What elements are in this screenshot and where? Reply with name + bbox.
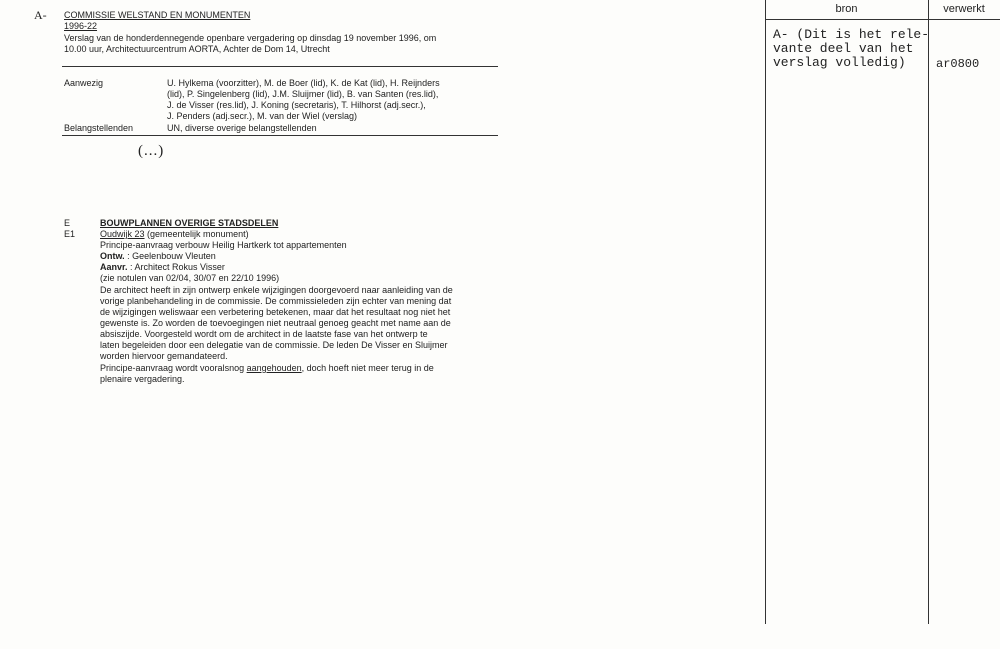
body-line: absiszijde. Voorgesteld wordt om de architect in de laatste fase van het ontwerp te — [100, 329, 428, 339]
present-line: (lid), P. Singelenberg (lid), J.M. Sluijmer (lid), B. van Santen (res.lid), — [167, 89, 439, 99]
conclusion-line-2: plenaire vergadering. — [100, 374, 185, 384]
divider-top — [62, 66, 498, 67]
body-line: worden hiervoor gemandateerd. — [100, 351, 228, 361]
body-line: de wijzigingen weliswaar een verbetering betekenen, maar dat het resultaat nog niet het — [100, 307, 451, 317]
document-number: 1996-22 — [64, 21, 98, 31]
designer-line — [100, 251, 216, 262]
intro-line-2: 10.00 uur, Architectuurcentrum AORTA, Achter de Dom 14, Utrecht — [64, 44, 330, 54]
present-line: U. Hylkema (voorzitter), M. de Boer (lid), K. de Kat (lid), H. Reijnders — [167, 78, 440, 88]
conclusion-decision: aangehouden — [246, 363, 302, 373]
item-number: E1 — [64, 229, 76, 239]
column-header-verwerkt: verwerkt — [943, 3, 985, 15]
margin-note-line: verslag volledig) — [773, 55, 906, 70]
conclusion-post: , doch hoeft niet meer terug in de — [301, 363, 434, 373]
body-line: De architect heeft in zijn ontwerp enkele wijzigingen doorgevoerd naar aanleiding van de — [100, 285, 453, 295]
body-line: laten begeleiden door een delegatie van de commissie. De leden De Visser en Sluijmer — [100, 340, 448, 350]
margin-note-line: vante deel van het — [773, 41, 914, 56]
minutes-reference: (zie notulen van 02/04, 30/07 en 22/10 1996) — [100, 273, 280, 283]
applicant-line — [100, 262, 225, 273]
item-request: Principe-aanvraag verbouw Heilig Hartkerk tot appartementen — [100, 240, 347, 250]
applicant-label: Aanvr. — [100, 262, 128, 272]
designer-value: : Geelenbouw Vleuten — [124, 251, 216, 261]
column-divider-right — [928, 0, 929, 624]
item-address: Oudwijk 23 — [100, 229, 145, 239]
intro-line-1: Verslag van de honderdennegende openbare vergadering op dinsdag 19 november 1996, om — [64, 33, 437, 43]
processed-code: ar0800 — [936, 57, 980, 71]
designer-label: Ontw. — [100, 251, 125, 261]
present-line: J. de Visser (res.lid), J. Koning (secretaris), T. Hilhorst (adj.secr.), — [167, 100, 426, 110]
divider-bottom — [62, 135, 498, 136]
present-line: J. Penders (adj.secr.), M. van der Wiel (verslag) — [167, 111, 358, 121]
conclusion-pre: Principe-aanvraag wordt vooralsnog — [100, 363, 247, 373]
section-letter: E — [64, 218, 71, 228]
margin-note-line: A- (Dit is het rele- — [773, 27, 930, 42]
applicant-value: : Architect Rokus Visser — [127, 262, 225, 272]
item-address-line — [100, 229, 249, 240]
present-label: Aanwezig — [64, 78, 104, 88]
ellipsis-mark: (...) — [138, 143, 165, 159]
document-title: COMMISSIE WELSTAND EN MONUMENTEN — [64, 10, 251, 20]
stakeholders-value: UN, diverse overige belangstellenden — [167, 123, 317, 133]
column-header-bron: bron — [835, 3, 858, 15]
item-address-note: (gemeentelijk monument) — [144, 229, 249, 239]
conclusion-line — [100, 363, 434, 374]
column-header-rule — [765, 19, 1000, 20]
stakeholders-label: Belangstellenden — [64, 123, 134, 133]
body-line: gewenste is. Zo worden de toevoegingen niet neutraal genoeg geacht met name aan de — [100, 318, 451, 328]
section-title: BOUWPLANNEN OVERIGE STADSDELEN — [100, 218, 279, 228]
column-divider-left — [765, 0, 766, 624]
section-marker: A- — [34, 8, 47, 22]
body-line: vorige planbehandeling in de commissie. De commissieleden zijn echter van mening dat — [100, 296, 452, 306]
